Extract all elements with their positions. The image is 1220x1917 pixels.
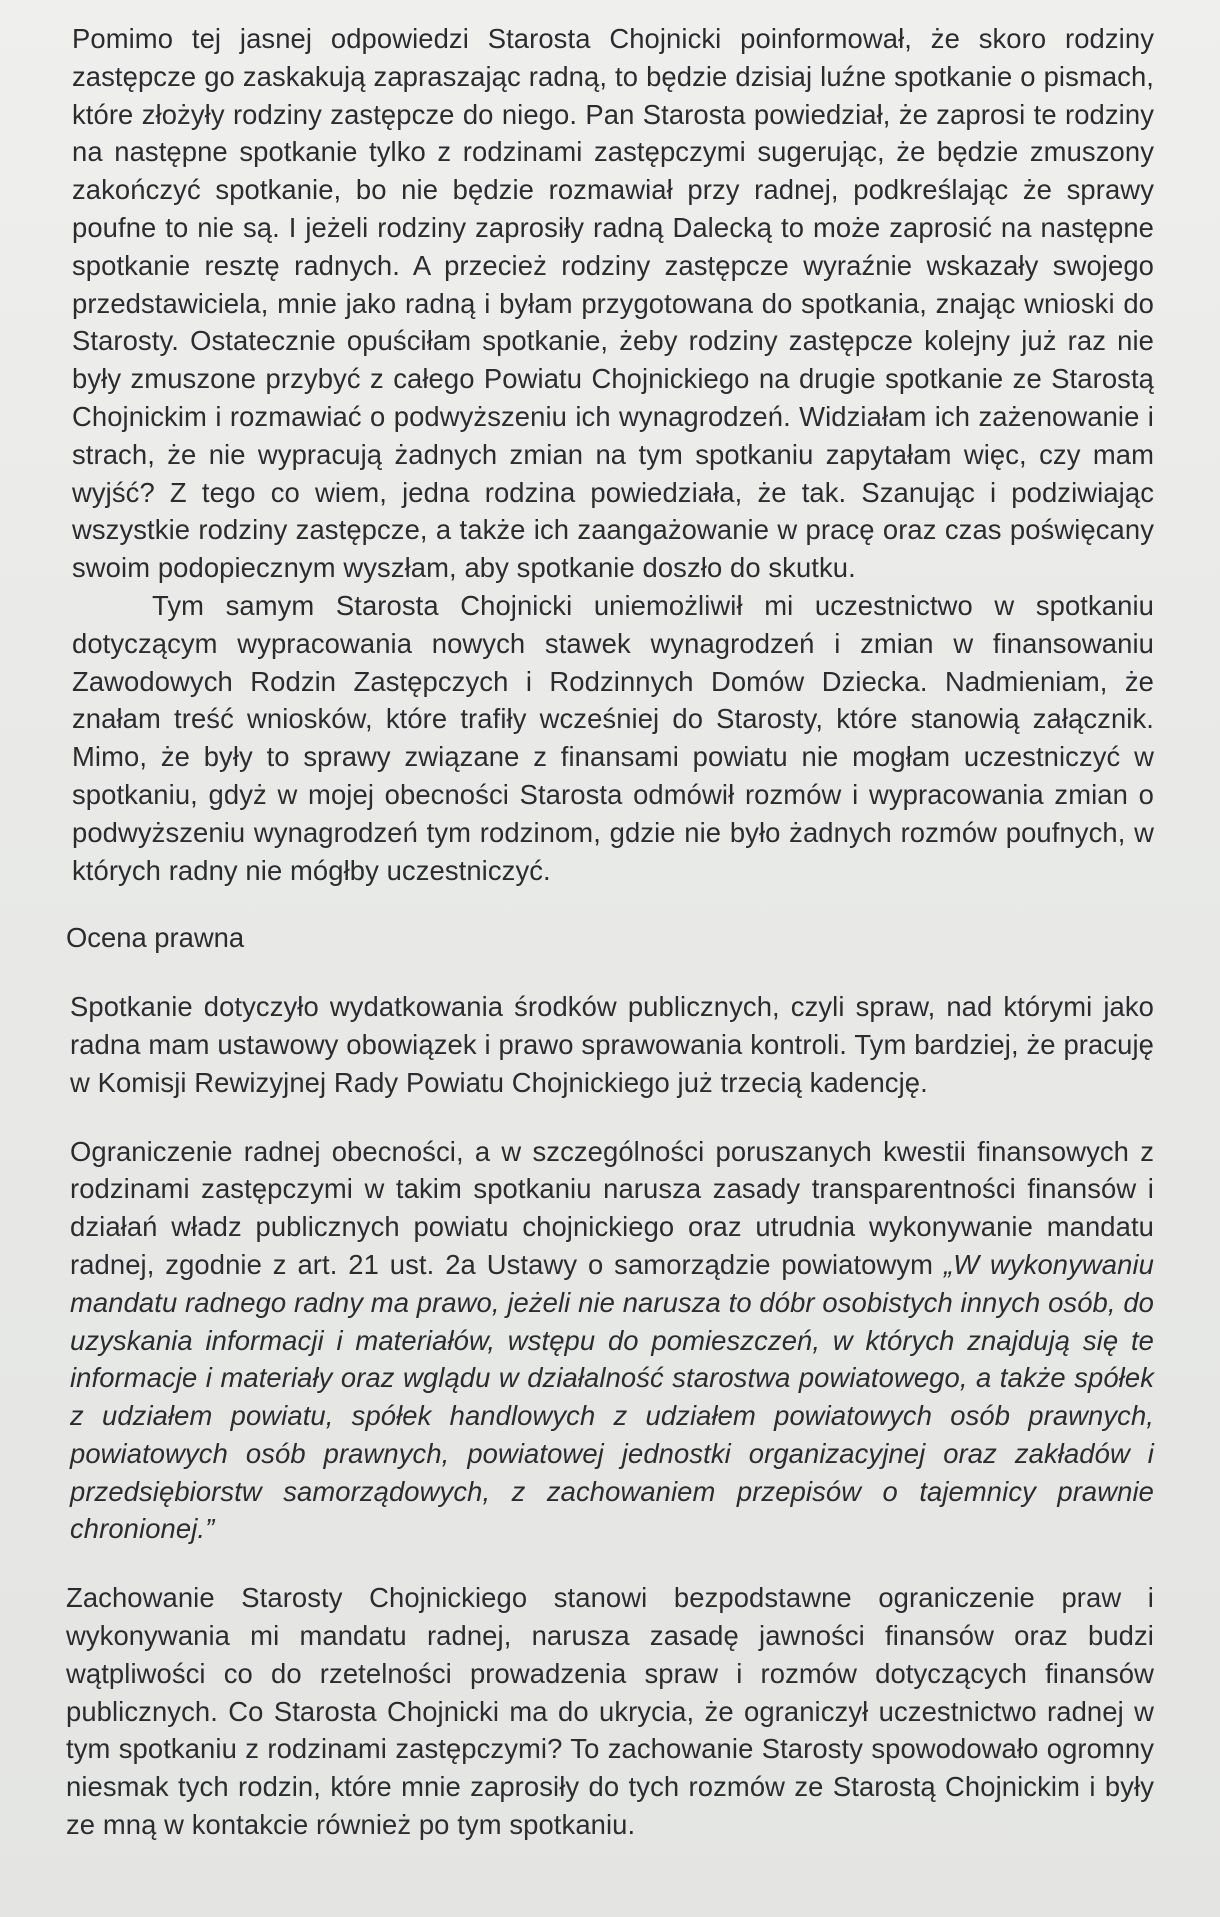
statute-quote: „W wykonywaniu mandatu radnego radny ma prawo, jeżeli nie narusza to dóbr osobistych innych osób, do uzyskania informacji i materiałów, wstępu do pomieszczeń, w których znajdują się te informacje i materiały oraz wglądu w działalność starostwa powiatowego, a także spółek z udziałem powiatu, spółek handlowych z udziałem powiatowych osób prawnych, powiatowych osób prawnych, powiatowej jednostki organizacyjnej oraz zakładów i przedsiębiorstw samorządowych, z zachowaniem przepisów o tajemnicy prawnie chronionej.” xyxy=(70,1248,1154,1545)
paragraph-participation-blocked: Tym samym Starosta Chojnicki uniemożliwił mi uczestnictwo w spotkaniu dotyczącym wypracowania nowych stawek wynagrodzeń i zmian w finansowaniu Zawodowych Rodzin Zastępczych i Rodzinnych Domów Dziecka. Nadmieniam, że znałam treść wniosków, które trafiły wcześniej do Starosty, które stanowią załącznik. Mimo, że były to sprawy związane z finansami powiatu nie mogłam uczestniczyć w spotkaniu, gdyż w mojej obecności Starosta odmówił rozmów i wypracowania zmian o podwyższeniu wynagrodzeń tym rodzinom, gdzie nie było żadnych rozmów poufnych, w których radny nie mógłby uczestniczyć. xyxy=(72,589,1154,886)
legal-basis-intro: Ograniczenie radnej obecności, a w szczególności poruszanych kwestii finansowych z rodzinami zastępczymi w takim spotkaniu narusza zasady transparentności finansów i działań władz publicznych powiatu chojnickiego oraz utrudnia wykonywanie mandatu radnej, zgodnie z art. 21 ust. 2a Ustawy o samorządzie powiatowym xyxy=(70,1135,1154,1280)
paragraph-public-funds: Spotkanie dotyczyło wydatkowania środków publicznych, czyli spraw, nad którymi jako radna mam ustawowy obowiązek i prawo sprawowania kontroli. Tym bardziej, że pracuję w Komisji Rewizyjnej Rady Powiatu Chojnickiego już trzecią kadencję. xyxy=(70,991,1154,1098)
paragraph-legal-basis xyxy=(70,1133,1154,1549)
paragraph-conclusion: Zachowanie Starosty Chojnickiego stanowi bezpodstawne ograniczenie praw i wykonywania mi mandatu radnej, narusza zasadę jawności finansów oraz budzi wątpliwości co do rzetelności prowadzenia spraw i rozmów dotyczących finansów publicznych. Co Starosta Chojnicki ma do ukrycia, że ograniczył uczestnictwo radnej w tym spotkaniu z rodzinami zastępczymi? To zachowanie Starosty spowodowało ogromny niesmak tych rodzin, które mnie zaprosiły do tych rozmów ze Starostą Chojnickim i były ze mną w kontakcie również po tym spotkaniu. xyxy=(66,1582,1154,1841)
section-heading-legal-assessment: Ocena prawna xyxy=(66,922,245,954)
paragraph-meeting-account: Pomimo tej jasnej odpowiedzi Starosta Chojnicki poinformował, że skoro rodziny zastępcze go zaskakują zapraszając radną, to będzie dzisiaj luźne spotkanie o pismach, które złożyły rodziny zastępcze do niego. Pan Starosta powiedział, że zaprosi te rodziny na następne spotkanie tylko z rodzinami zastępczymi sugerując, że będzie zmuszony zakończyć spotkanie, bo nie będzie rozmawiał przy radnej, podkreślając że sprawy poufne to nie są. I jeżeli rodziny zaprosiły radną Dalecką to może zaprosić na następne spotkanie resztę radnych. A przecież rodziny zastępcze wyraźnie wskazały swojego przedstawiciela, mnie jako radną i byłam przygotowana do spotkania, znając wnioski do Starosty. Ostatecznie opuściłam spotkanie, żeby rodziny zastępcze kolejny już raz nie były zmuszone przybyć z całego Powiatu Chojnickiego na drugie spotkanie ze Starostą Chojnickim i rozmawiać o podwyższeniu ich wynagrodzeń. Widziałam ich zażenowanie i strach, że nie wypracują żadnych zmian na tym spotkaniu zapytałam więc, czy mam wyjść? Z tego co wiem, jedna rodzina powiedziała, że tak. Szanując i podziwiając wszystkie rodziny zastępcze, a także ich zaangażowanie w pracę oraz czas poświęcany swoim podopiecznym wyszłam, aby spotkanie doszło do skutku. xyxy=(72,23,1154,584)
